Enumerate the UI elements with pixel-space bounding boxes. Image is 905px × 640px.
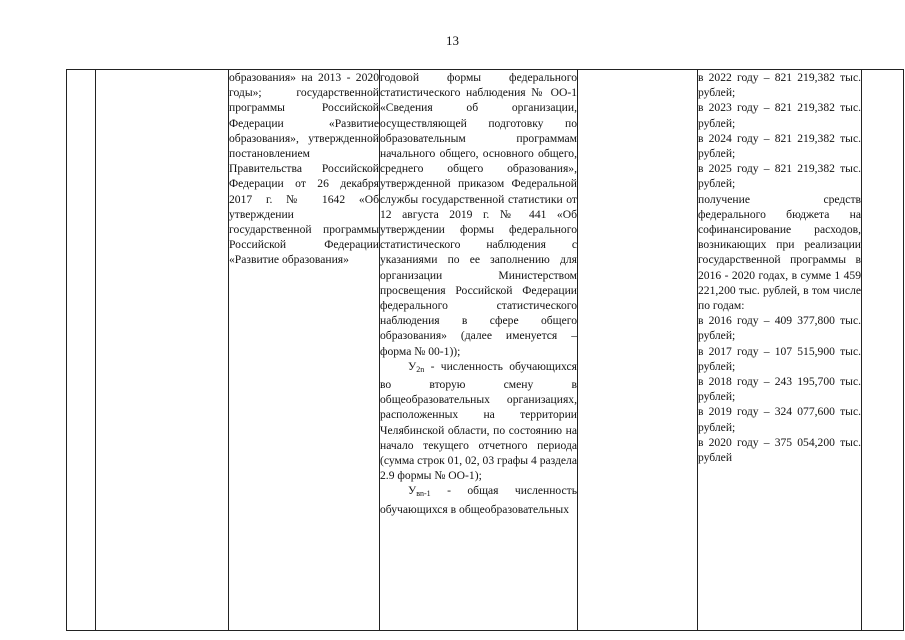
funding-year-2022: в 2022 году – 821 219,382 тыс. рублей; (698, 71, 861, 100)
table-cell-empty-7 (862, 70, 904, 631)
variable-subscript: вn-1 (416, 489, 431, 499)
funding-breakdown-2019: в 2019 году – 324 077,600 тыс. рублей; (698, 405, 861, 434)
funding-breakdown-2017: в 2017 году – 107 515,900 тыс. рублей; (698, 344, 861, 373)
table-cell-program-basis (229, 70, 380, 631)
method-paragraph-3 (380, 483, 577, 516)
funding-year-2024: в 2024 году – 821 219,382 тыс. рублей; (698, 131, 861, 161)
method-paragraph-2 (380, 359, 577, 484)
table-cell-empty-1 (67, 70, 96, 631)
page-number: 13 (446, 33, 459, 48)
variable-symbol: У (408, 484, 417, 498)
funding-year-2023: в 2023 году – 821 219,382 тыс. рублей; (698, 101, 861, 130)
table-cell-calculation-method (380, 70, 578, 631)
variable-description: - численность обучающихся во вторую смену в общеобразовательных организациях, расположенных на территории Челябинской области, по состоянию на начало текущего отчетного периода (сумма строк 01, 02, 03 графы 4 раздела 2.9 формы № ОО-1); (380, 359, 577, 483)
table-cell-funding (698, 70, 862, 631)
variable-subscript: 2n (416, 364, 425, 374)
funding-federal-summary: получение средств федерального бюджета на софинансирование расходов, возникающих при реализации государственной программы в 2016 - 2020 годах, в сумме 1 459 221,200 тыс. рублей, в том числе по годам: (698, 192, 861, 313)
variable-description: - общая численность обучающихся в общеобразовательных (380, 484, 577, 516)
table-cell-empty-5 (578, 70, 698, 631)
funding-breakdown-2016: в 2016 году – 409 377,800 тыс. рублей; (698, 314, 861, 343)
document-table (66, 69, 904, 631)
variable-symbol: У (408, 359, 417, 373)
table-row (67, 70, 904, 631)
funding-breakdown-2020: в 2020 году – 375 054,200 тыс. рублей (698, 435, 861, 465)
funding-breakdown-2018: в 2018 году – 243 195,700 тыс. рублей; (698, 375, 861, 404)
table-cell-empty-2 (96, 70, 229, 631)
funding-year-2025: в 2025 году – 821 219,382 тыс. рублей; (698, 162, 861, 191)
method-paragraph-1: годовой формы федерального статистического наблюдения № ОО-1 «Сведения об организации, осуществляющей подготовку по образовательным программам начального общего, основного общего, среднего общего образования», утвержденной приказом Федеральной службы государственной статистики от 12 августа 2019 г. № 441 «Об утверждении формы федерального статистического наблюдения с указаниями по ее заполнению для организации Министерством просвещения Российской Федерации федерального статистического наблюдения в сфере общего образования» (далее именуется – форма № 00-1)); (380, 71, 577, 358)
program-basis-text: образования» на 2013 - 2020 годы»; государственной программы Российской Федерации «Развитие образования», утвержденной постановлением Правительства Российской Федерации от 26 декабря 2017 г. № 1642 «Об утверждении государственной программы Российской Федерации «Развитие образования» (229, 71, 379, 267)
